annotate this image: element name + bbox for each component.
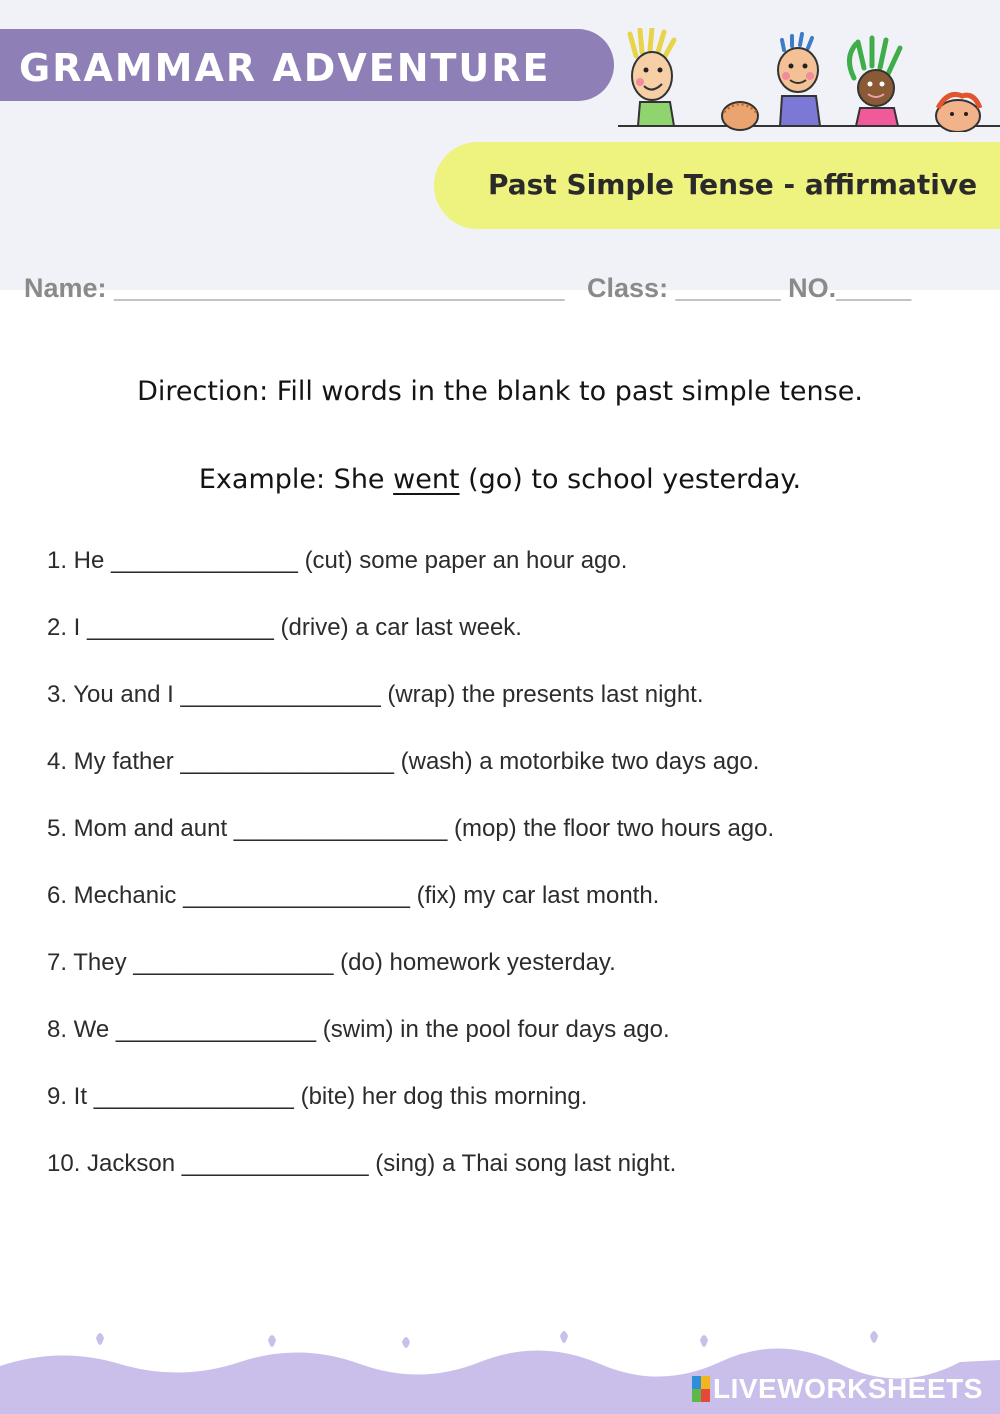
question-item: 6. Mechanic _________________ (fix) my car last month. xyxy=(47,882,660,909)
brand-name: LIVEWORKSHEETS xyxy=(713,1373,983,1404)
liveworksheets-brand xyxy=(692,1372,983,1406)
question-item: 1. He ______________ (cut) some paper an hour ago. xyxy=(47,547,628,574)
question-item: 5. Mom and aunt ________________ (mop) the floor two hours ago. xyxy=(47,815,775,842)
example-answer: went xyxy=(393,464,460,495)
question-item: 7. They _______________ (do) homework yesterday. xyxy=(47,949,616,976)
kid-green-hair xyxy=(849,38,900,126)
example-sentence xyxy=(0,458,1000,502)
question-item: 10. Jackson ______________ (sing) a Thai song last night. xyxy=(47,1150,677,1177)
example-suffix: (go) to school yesterday. xyxy=(459,464,802,495)
question-list xyxy=(47,541,774,1211)
student-info-line: Name: ______________________________ Class: _______ NO._____ xyxy=(24,273,912,303)
liveworksheets-logo-icon xyxy=(692,1376,710,1402)
worksheet-title: GRAMMAR ADVENTURE xyxy=(19,46,551,90)
kid-orange-hair xyxy=(722,102,758,130)
question-item: 9. It _______________ (bite) her dog this morning. xyxy=(47,1083,588,1110)
kid-blue-hair xyxy=(778,34,820,126)
question-item: 2. I ______________ (drive) a car last week. xyxy=(47,614,522,641)
direction-text: Direction: Fill words in the blank to past simple tense. xyxy=(137,376,863,407)
question-item: 3. You and I _______________ (wrap) the presents last night. xyxy=(47,681,704,708)
kid-red-hair xyxy=(936,95,980,133)
question-item: 4. My father ________________ (wash) a motorbike two days ago. xyxy=(47,748,760,775)
kid-yellow-hair xyxy=(630,28,674,126)
kids-illustration xyxy=(618,28,1000,132)
question-item: 8. We _______________ (swim) in the pool four days ago. xyxy=(47,1016,670,1043)
worksheet-subtitle: Past Simple Tense - affirmative xyxy=(488,168,978,201)
example-prefix: Example: She xyxy=(198,464,394,495)
